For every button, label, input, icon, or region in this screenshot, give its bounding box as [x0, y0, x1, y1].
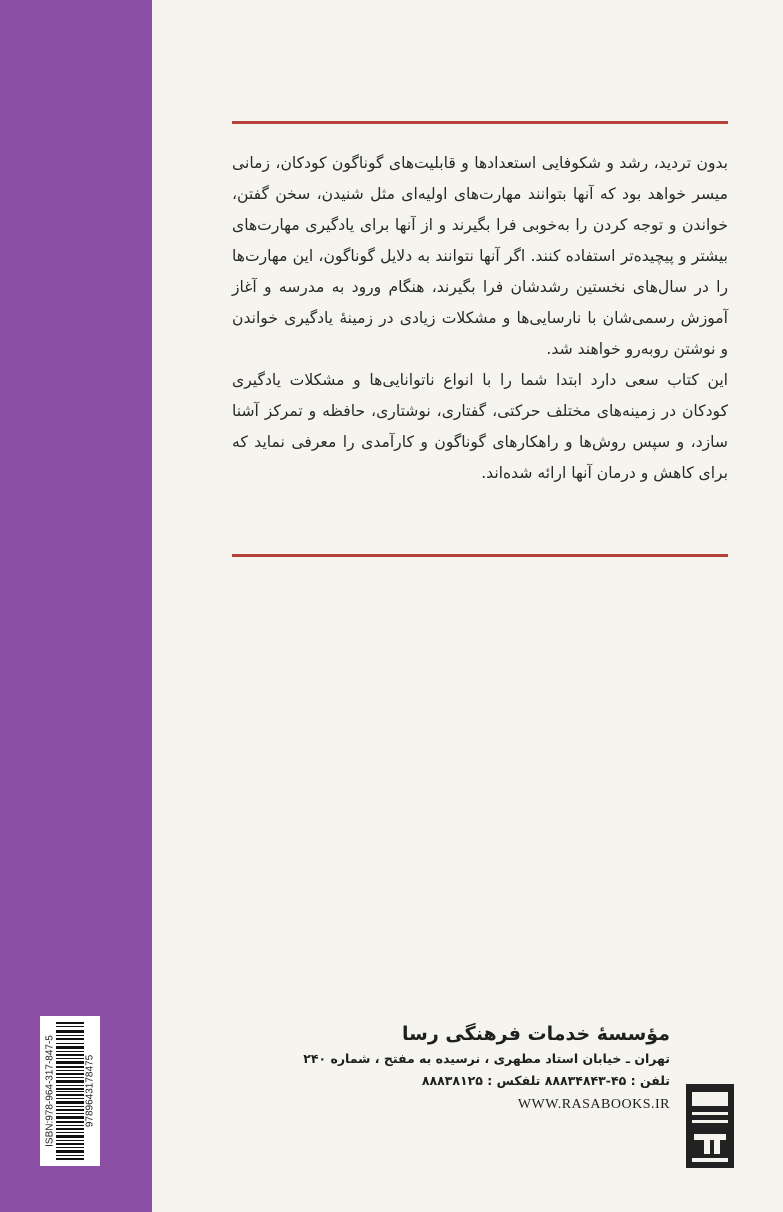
back-cover-blurb [232, 148, 728, 489]
publisher-info [303, 1020, 670, 1116]
bottom-divider-rule [232, 554, 728, 557]
barcode-bars-icon [56, 1020, 84, 1162]
publisher-address: تهران ـ خیابان استاد مطهری ، نرسیده به مفتح ، شماره ۲۴۰ [303, 1051, 670, 1066]
isbn-number: ISBN:978-964-317-847-5 [44, 1035, 56, 1147]
publisher-phone: تلفن : ۴۵-۸۸۸۳۴۸۴۳ تلفکس : ۸۸۸۳۸۱۲۵ [421, 1073, 670, 1088]
rasa-logo-icon [684, 1084, 736, 1168]
top-divider-rule [232, 121, 728, 124]
blurb-paragraph-2: این کتاب سعی دارد ابتدا شما را با انواع ناتوانایی‌ها و مشکلات یادگیری کودکان در زمینه‌های مختلف حرکتی، گفتاری، نوشتاری، حافظه و تمرکز آشنا سازد، و سپس روش‌ها و راهکارهای گوناگون و کارآمدی را معرفی نماید که برای کاهش و درمان آنها ارائه شده‌اند. [232, 371, 728, 482]
publisher-website: WWW.RASABOOKS.IR [517, 1097, 670, 1112]
isbn-barcode [40, 1016, 100, 1166]
blurb-paragraph-1: بدون تردید، رشد و شکوفایی استعدادها و قابلیت‌های گوناگون کودکان، زمانی میسر خواهد بود که آنها بتوانند مهارت‌های اولیه‌ای مثل شنیدن، سخن گفتن، خواندن و توجه کردن را به‌خوبی فرا بگیرند و از آنها برای یادگیری مهارت‌های بیشتر و پیچیده‌تر استفاده کنند. اگر آنها نتوانند به دلایل گوناگون، این مهارت‌ها را در سال‌های نخستین رشدشان فرا بگیرند، هنگام ورود به مدرسه و آغاز آموزش رسمی‌شان با نارسایی‌ها و مشکلات زیادی در زمینهٔ یادگیری خواندن و نوشتن روبه‌رو خواهند شد. [232, 154, 728, 358]
barcode-digits: 9789643178475 [84, 1054, 96, 1128]
publisher-name: مؤسسهٔ خدمات فرهنگی رسا [402, 1023, 670, 1045]
